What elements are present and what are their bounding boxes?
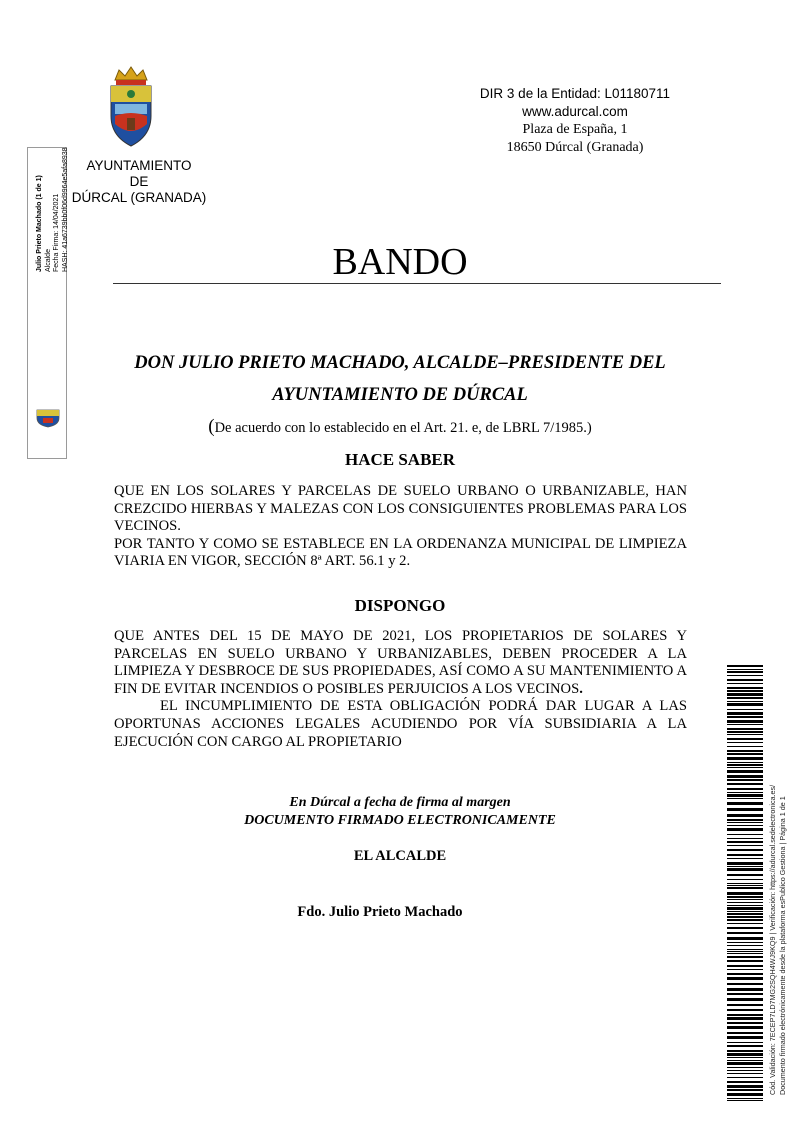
barcode-bar <box>727 973 763 975</box>
barcode-bar <box>727 828 763 831</box>
barcode-bar <box>727 693 763 696</box>
barcode-bar <box>727 687 763 689</box>
barcode-bar <box>727 1060 763 1061</box>
barcode-bar <box>727 819 763 821</box>
barcode-bar <box>727 1085 763 1088</box>
barcode-bar <box>727 701 763 702</box>
dispongo-body <box>114 628 687 751</box>
barcode-bar <box>727 849 763 851</box>
barcode-bar <box>727 953 763 954</box>
barcode-bar <box>727 1067 763 1068</box>
barcode-bar <box>727 983 763 985</box>
barcode-bar <box>727 951 763 952</box>
barcode-bar <box>727 716 763 718</box>
signature-seal-icon <box>33 406 63 428</box>
barcode-bar <box>727 1053 763 1056</box>
barcode-bar <box>727 937 763 940</box>
dispongo-paragraph-1: QUE ANTES DEL 15 DE MAYO DE 2021, LOS PROPIETARIOS DE SOLARES Y PARCELAS EN SUELO URBANO Y URBANIZABLES, DEBEN PROCEDER A LA LIMPIEZA Y DESBROCE DE SUS PROPIEDADES, ASÍ COMO A SU MANTENIMIENTO A FIN DE EVITAR INCENDIOS O POSIBLES PERJUICIOS A LOS VECINOS. <box>114 628 687 697</box>
hace-saber-paragraph-1: QUE EN LOS SOLARES Y PARCELAS DE SUELO URBANO O URBANIZABLE, HAN CREZCIDO HIERBAS Y MALEZAS CON LOS CONSIGUIENTES PROBLEMAS PARA LOS VECINOS. <box>114 483 687 535</box>
barcode-bar <box>727 779 763 781</box>
barcode-bar <box>727 911 763 912</box>
barcode-bar <box>727 993 763 995</box>
barcode-bar <box>727 770 763 773</box>
barcode-bar <box>727 841 763 843</box>
closing-statement <box>100 794 700 830</box>
barcode-bar <box>727 1089 763 1091</box>
barcode-bar <box>727 977 763 980</box>
barcode-bar <box>727 675 763 676</box>
barcode-bar <box>727 794 763 797</box>
barcode-bar <box>727 757 763 760</box>
barcode-bar <box>727 932 763 934</box>
hace-saber-body <box>114 483 687 571</box>
barcode-bar <box>727 883 763 884</box>
barcode-bar <box>727 669 763 670</box>
title-underline <box>113 283 721 284</box>
barcode-bar <box>727 731 763 733</box>
barcode-bar <box>727 866 763 867</box>
barcode-bar <box>727 1045 763 1047</box>
barcode-bar <box>727 1022 763 1024</box>
barcode-bar <box>727 969 763 970</box>
barcode-bar <box>727 825 763 826</box>
barcode-bar <box>727 1081 763 1083</box>
barcode-bar <box>727 988 763 991</box>
dispongo-paragraph-2: EL INCUMPLIMIENTO DE ESTA OBLIGACIÓN PODRÁ DAR LUGAR A LAS OPORTUNAS ACCIONES LEGALES ACUDIENDO POR VÍA SUBSIDIARIA A LA EJECUCIÓN CON CARGO AL PROPIETARIO <box>114 698 687 750</box>
barcode-bar <box>727 712 763 715</box>
legal-basis: (De acuerdo con lo establecido en el Art. 21. e, de LBRL 7/1985.) <box>208 416 592 437</box>
signature-details: Julio Prieto Machado (1 de 1) Alcalde Fecha Firma: 14/04/2021 HASH: 41a6739bb0f06d9964e5afa8938 <box>36 147 69 272</box>
barcode-bar <box>727 1077 763 1078</box>
barcode-bar <box>727 750 763 752</box>
dir3-code: DIR 3 de la Entidad: L01180711 <box>479 86 671 101</box>
barcode-bar <box>727 1057 763 1058</box>
platform-line: Documento firmado electrónicamente desde la plataforma esPublico Gestiona | Página 1 de 1 <box>777 796 787 1095</box>
barcode-bar <box>727 734 763 735</box>
barcode-bar <box>727 868 763 871</box>
barcode-bar <box>727 896 763 898</box>
barcode-bar <box>727 746 763 747</box>
place-date: En Dúrcal a fecha de firma al margen <box>289 795 511 810</box>
barcode-bar <box>727 907 763 910</box>
signatory-name: Fdo. Julio Prieto Machado <box>297 904 463 920</box>
barcode-bar <box>727 808 763 811</box>
barcode-bar <box>727 709 763 710</box>
barcode-bar <box>727 1004 763 1006</box>
barcode-bar <box>727 697 763 699</box>
barcode-bar <box>727 885 763 886</box>
barcode-bar <box>727 998 763 1001</box>
barcode-bar <box>727 1070 763 1071</box>
barcode-bar <box>727 956 763 958</box>
barcode-bar <box>727 919 763 921</box>
barcode-bar <box>727 913 763 915</box>
barcode-bar <box>727 1073 763 1074</box>
municipal-crest-logo <box>105 64 157 150</box>
barcode-bar <box>727 728 763 730</box>
barcode-bar <box>727 1036 763 1039</box>
barcode-bar <box>727 899 763 900</box>
barcode-bar <box>727 858 763 859</box>
postal-address: 18650 Dúrcal (Granada) <box>506 140 644 155</box>
barcode-bar <box>727 845 763 846</box>
barcode-bar <box>727 788 763 790</box>
document-title: BANDO <box>332 241 468 283</box>
hace-saber-paragraph-2: POR TANTO Y COMO SE ESTABLECE EN LA ORDENANZA MUNICIPAL DE LIMPIEZA VIARIA EN VIGOR, SECCIÓN 8ª ART. 56.1 y 2. <box>114 535 687 570</box>
mayor-heading: DON JULIO PRIETO MACHADO, ALCALDE–PRESIDENTE DEL AYUNTAMIENTO DE DÚRCAL <box>134 353 666 405</box>
barcode-bar <box>727 838 763 839</box>
barcode-bar <box>727 887 763 889</box>
barcode-bar <box>727 720 763 723</box>
barcode-bar <box>727 683 763 684</box>
barcode-bar <box>727 753 763 755</box>
barcode-bar <box>727 764 763 766</box>
barcode-bar <box>727 854 763 856</box>
barcode-bar <box>727 1050 763 1052</box>
barcode-bar <box>727 783 763 785</box>
barcode-bar <box>727 802 763 805</box>
barcode-bar <box>727 1042 763 1043</box>
barcode-bar <box>727 945 763 946</box>
barcode-bar <box>727 738 763 740</box>
website-link[interactable]: www.adurcal.com <box>522 104 628 119</box>
barcode-bar <box>727 942 763 943</box>
barcode-bar <box>727 767 763 768</box>
barcode-bar <box>727 679 763 681</box>
barcode-bar <box>727 1014 763 1016</box>
entity-info <box>440 85 710 157</box>
signed-electronically: DOCUMENTO FIRMADO ELECTRONICAMENTE <box>244 813 556 828</box>
barcode-bar <box>727 949 763 950</box>
hace-saber-heading: HACE SABER <box>344 450 456 469</box>
barcode-bar <box>727 905 763 906</box>
barcode-bar <box>727 834 763 835</box>
barcode-bar <box>727 1032 763 1034</box>
barcode-bar <box>727 690 763 692</box>
barcode-bar <box>727 874 763 876</box>
barcode-bar <box>727 1093 763 1096</box>
barcode-bar <box>727 965 763 967</box>
council-name: AYUNTAMIENTO DE DÚRCAL (GRANADA) <box>71 158 207 205</box>
barcode-bar <box>727 762 763 763</box>
barcode-bar <box>727 775 763 778</box>
validation-text <box>768 715 787 1095</box>
validation-barcode <box>727 665 763 1101</box>
barcode-bar <box>727 1098 763 1099</box>
barcode-bar <box>727 892 763 895</box>
barcode-bar <box>727 879 763 880</box>
barcode-bar <box>727 814 763 817</box>
barcode-bar <box>727 665 763 667</box>
barcode-bar <box>727 902 763 903</box>
barcode-bar <box>727 703 763 706</box>
barcode-bar <box>727 1062 763 1065</box>
address: Plaza de España, 1 <box>522 122 628 137</box>
barcode-bar <box>727 798 763 799</box>
barcode-bar <box>727 1100 763 1101</box>
barcode-bar <box>727 916 763 918</box>
barcode-bar <box>727 923 763 924</box>
barcode-bar <box>727 927 763 929</box>
barcode-bar <box>727 792 763 793</box>
barcode-bar <box>727 742 763 743</box>
validation-code-line: Cód. Validación: 7ECEP7LD7MG2SQH4WJ9KQ9 | Verificación: https://adurcal.sedelectronica.es/ <box>768 784 777 1095</box>
barcode-bar <box>727 1009 763 1011</box>
barcode-bar <box>727 862 763 865</box>
dispongo-heading: DISPONGO <box>354 596 446 615</box>
barcode-bar <box>727 724 763 725</box>
barcode-bar <box>727 1017 763 1020</box>
signatory-role: EL ALCALDE <box>353 848 447 864</box>
barcode-bar <box>727 671 763 673</box>
barcode-bar <box>727 960 763 962</box>
barcode-bar <box>727 822 763 823</box>
barcode-bar <box>727 1026 763 1029</box>
